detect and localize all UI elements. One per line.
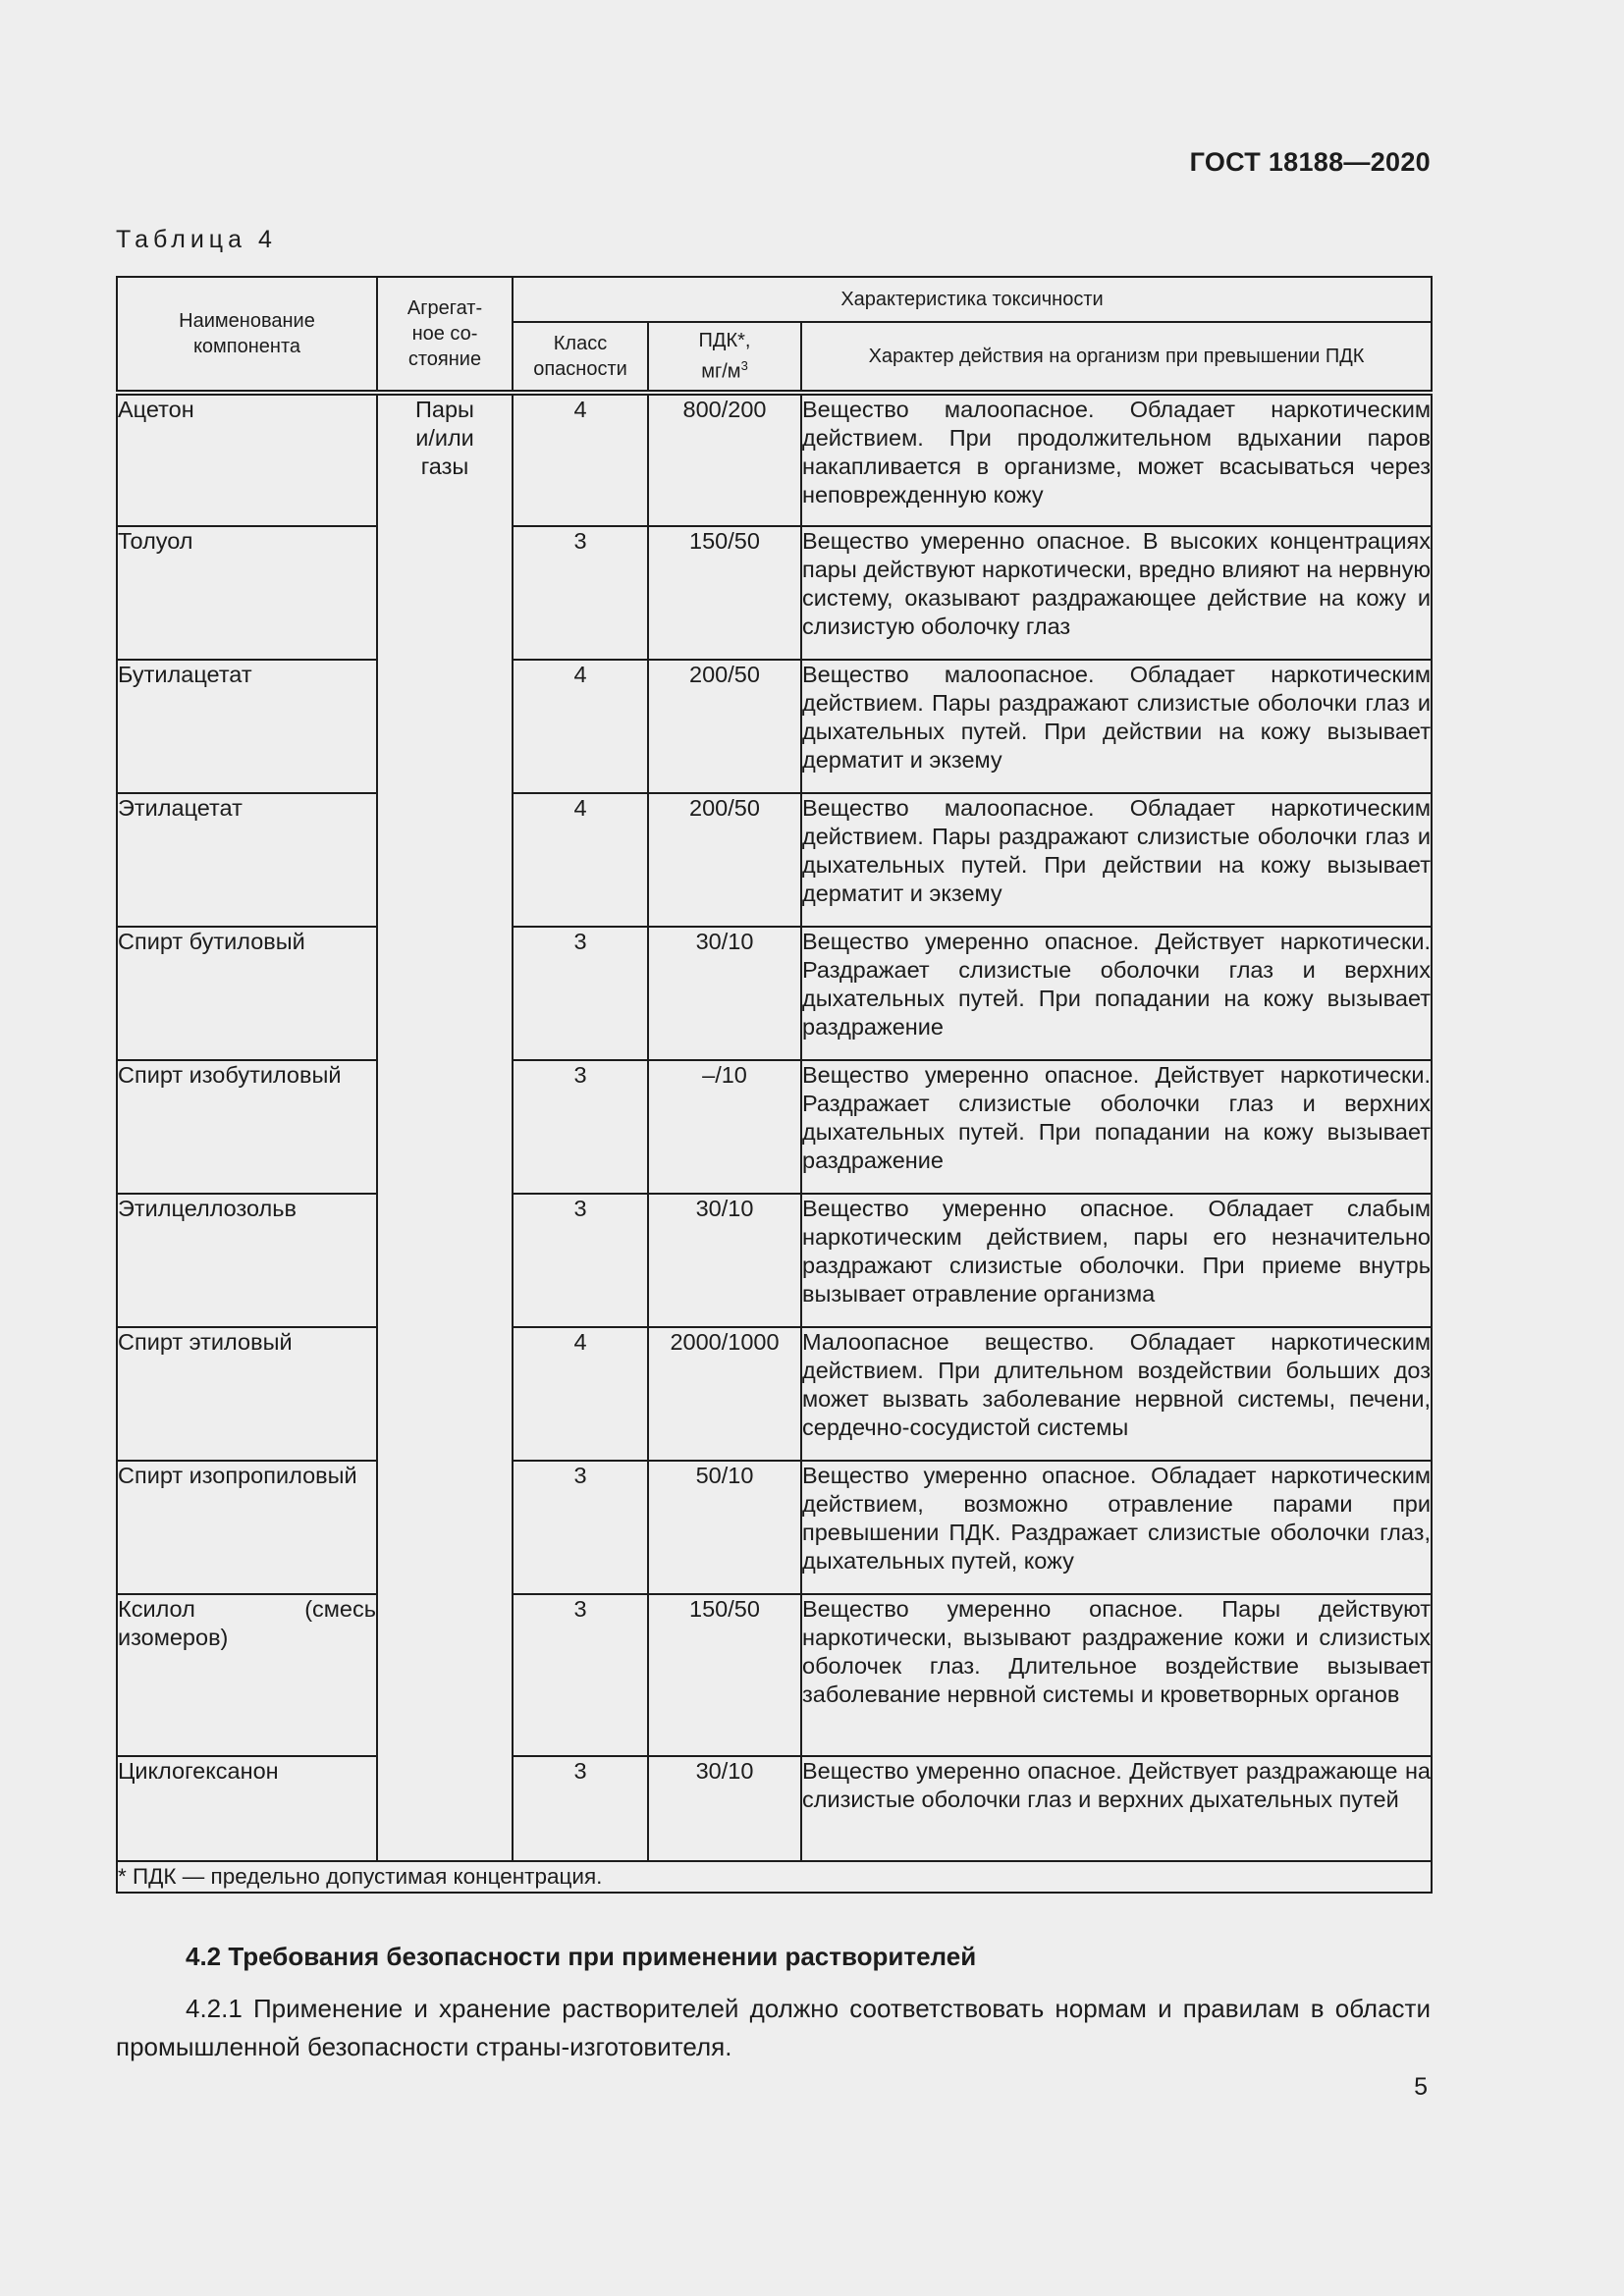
action-description: Вещество малоопасное. Обладает наркотическим действием. Пары раздражают слизистые оболочки глаз и дыхательных путей. При действии на кожу вызывает дерматит и экзему — [801, 660, 1432, 793]
pdk-value: 50/10 — [648, 1461, 801, 1594]
action-description: Вещество умеренно опасное. Действует наркотически. Раздражает слизистые оболочки глаз и верхних дыхательных путей. При попадании на кожу вызывает раздражение — [801, 1060, 1432, 1194]
table-row — [117, 1194, 1432, 1327]
component-name: Спирт изобутиловый — [117, 1060, 377, 1194]
table-row — [117, 393, 1432, 526]
header-hazard-class: Класс опасности — [513, 322, 648, 393]
action-description: Вещество малоопасное. Обладает наркотическим действием. При продолжительном вдыхании паров накапливается в организме, может всасываться через неповрежденную кожу — [801, 393, 1432, 526]
hazard-class: 3 — [513, 1461, 648, 1594]
pdk-value: 150/50 — [648, 1594, 801, 1756]
action-description: Вещество малоопасное. Обладает наркотическим действием. Пары раздражают слизистые оболочки глаз и дыхательных путей. При действии на кожу вызывает дерматит и экзему — [801, 793, 1432, 927]
component-name: Этилцеллозольв — [117, 1194, 377, 1327]
section-paragraph: 4.2.1 Применение и хранение растворителей должно соответствовать нормам и правилам в области промышленной безопасности страны-изготовителя. — [116, 1994, 1431, 2061]
pdk-value: 800/200 — [648, 393, 801, 526]
pdk-value: 200/50 — [648, 793, 801, 927]
table-row — [117, 927, 1432, 1060]
section-title: 4.2 Требования безопасности при применении растворителей — [186, 1942, 977, 1971]
component-name: Толуол — [117, 526, 377, 660]
action-description: Малоопасное вещество. Обладает наркотическим действием. При длительном воздействии больших доз может вызвать заболевание нервной системы, печени, сердечно-сосудистой системы — [801, 1327, 1432, 1461]
hazard-class: 3 — [513, 1060, 648, 1194]
hazard-class: 4 — [513, 793, 648, 927]
header-action: Характер действия на организм при превышении ПДК — [801, 322, 1432, 393]
component-name: Спирт бутиловый — [117, 927, 377, 1060]
pdk-value: 150/50 — [648, 526, 801, 660]
component-name: Спирт этиловый — [117, 1327, 377, 1461]
action-description: Вещество умеренно опасное. Обладает наркотическим действием, возможно отравление парами при превышении ПДК. Раздражает слизистые оболочки глаз, дыхательных путей, кожу — [801, 1461, 1432, 1594]
table-row — [117, 793, 1432, 927]
header-pdk: ПДК*, $мг/м^3$ — [648, 322, 801, 393]
hazard-class: 3 — [513, 1756, 648, 1861]
header-name: Наименование компонента — [117, 277, 377, 393]
component-name: Ксилол (смесь изомеров) — [117, 1594, 377, 1756]
hazard-class: 4 — [513, 393, 648, 526]
pdk-value: 2000/1000 — [648, 1327, 801, 1461]
header-toxicity-group: Характеристика токсичности — [513, 277, 1432, 322]
table-row — [117, 1756, 1432, 1861]
component-name: Спирт изопропиловый — [117, 1461, 377, 1594]
hazard-class: 3 — [513, 927, 648, 1060]
hazard-class: 4 — [513, 1327, 648, 1461]
pdk-value: –/10 — [648, 1060, 801, 1194]
footnote-row — [117, 1861, 1432, 1893]
table-row — [117, 1594, 1432, 1756]
component-name: Бутилацетат — [117, 660, 377, 793]
hazard-class: 3 — [513, 1594, 648, 1756]
table-footnote: * ПДК — предельно допустимая концентрация. — [117, 1861, 1432, 1893]
aggregate-state: Пары и/или газы — [377, 393, 513, 1861]
component-name: Циклогексанон — [117, 1756, 377, 1861]
action-description: Вещество умеренно опасное. Действует наркотически. Раздражает слизистые оболочки глаз и верхних дыхательных путей. При попадании на кожу вызывает раздражение — [801, 927, 1432, 1060]
pdk-value: 30/10 — [648, 927, 801, 1060]
component-name: Ацетон — [117, 393, 377, 526]
hazard-class: 3 — [513, 1194, 648, 1327]
table-row — [117, 660, 1432, 793]
action-description: Вещество умеренно опасное. Действует раздражающе на слизистые оболочки глаз и верхних дыхательных путей — [801, 1756, 1432, 1861]
action-description: Вещество умеренно опасное. Пары действуют наркотически, вызывают раздражение кожи и слизистых оболочек глаз. Длительное воздействие вызывает заболевание нервной системы и кроветворных органов — [801, 1594, 1432, 1756]
pdk-value: 200/50 — [648, 660, 801, 793]
table-row — [117, 1461, 1432, 1594]
table-row — [117, 1060, 1432, 1194]
component-name: Этилацетат — [117, 793, 377, 927]
hazard-class: 4 — [513, 660, 648, 793]
table-caption: Таблица 4 — [116, 226, 277, 253]
page-number: 5 — [1414, 2073, 1428, 2101]
table-row — [117, 526, 1432, 660]
pdk-value: 30/10 — [648, 1756, 801, 1861]
hazard-class: 3 — [513, 526, 648, 660]
header-state: Агрегат- ное со- стояние — [377, 277, 513, 393]
table-row — [117, 1327, 1432, 1461]
action-description: Вещество умеренно опасное. В высоких концентрациях пары действуют наркотически, вредно влияют на нервную систему, оказывают раздражающее действие на кожу и слизистую оболочку глаз — [801, 526, 1432, 660]
pdk-value: 30/10 — [648, 1194, 801, 1327]
document-code: ГОСТ 18188—2020 — [1189, 147, 1431, 177]
action-description: Вещество умеренно опасное. Обладает слабым наркотическим действием, пары его незначительно раздражают слизистые оболочки. При приеме внутрь вызывает отравление организма — [801, 1194, 1432, 1327]
toxicity-table — [116, 276, 1433, 1894]
